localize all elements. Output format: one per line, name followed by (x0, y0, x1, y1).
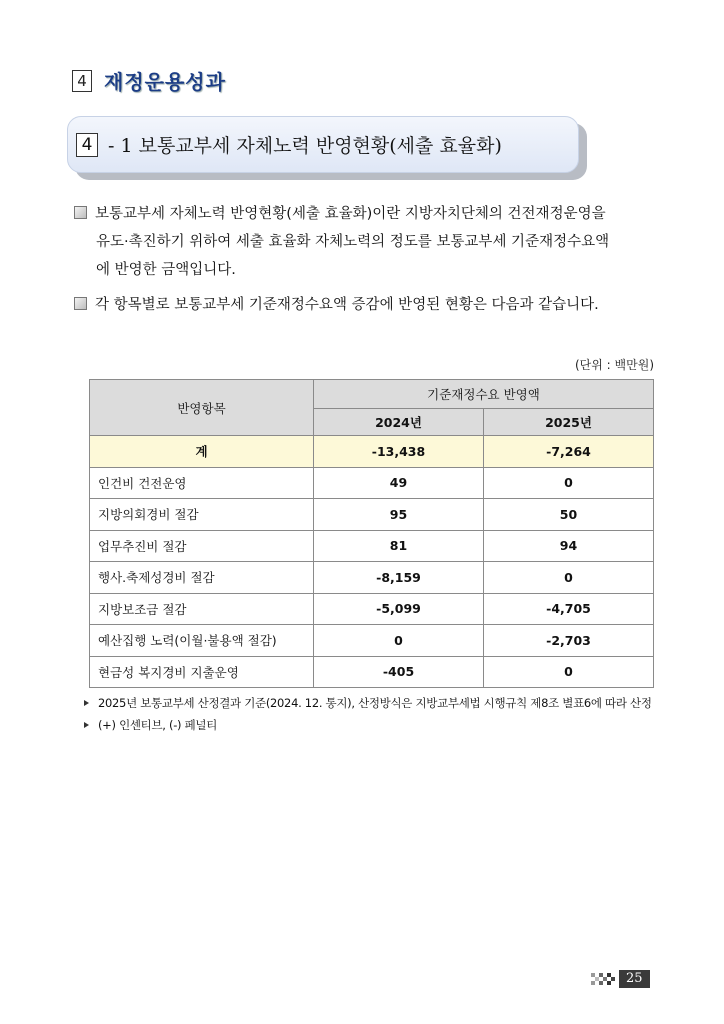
row-2025: 0 (484, 562, 654, 594)
row-2024: 95 (314, 499, 484, 531)
page-number: 25 (619, 970, 650, 988)
row-label: 업무추진비 절감 (90, 530, 314, 562)
row-2024: 49 (314, 467, 484, 499)
row-label: 예산집행 노력(이월·불용액 절감) (90, 625, 314, 657)
row-label: 행사.축제성경비 절감 (90, 562, 314, 594)
table-row (90, 562, 654, 594)
header-year-2024: 2024년 (314, 409, 484, 436)
square-bullet-icon (74, 206, 87, 219)
page-footer (591, 970, 650, 988)
footnote (84, 717, 217, 733)
paragraph-definition (74, 200, 664, 284)
paragraph-line: 각 항목별로 보통교부세 기준재정수요액 증감에 반영된 현황은 다음과 같습니다. (95, 297, 599, 313)
row-label: 지방의회경비 절감 (90, 499, 314, 531)
triangle-bullet-icon (84, 700, 89, 706)
row-2025: 94 (484, 530, 654, 562)
table-row (90, 499, 654, 531)
row-2024: 81 (314, 530, 484, 562)
subsection-title: - 1 보통교부세 자체노력 반영현황(세출 효율화) (108, 135, 502, 157)
total-2025: -7,264 (484, 436, 654, 468)
row-label: 인건비 건전운영 (90, 467, 314, 499)
row-2025: -4,705 (484, 593, 654, 625)
paragraph-line: 유도·촉진하기 위하여 세출 효율화 자체노력의 정도를 보통교부세 기준재정수요액 (96, 234, 610, 250)
row-2025: 0 (484, 467, 654, 499)
row-2024: -405 (314, 656, 484, 688)
section-title: 재정운용성과 (104, 70, 226, 94)
footnote-text: (+) 인센티브, (-) 페널티 (98, 718, 218, 732)
paragraph-intro (74, 291, 664, 319)
section-heading (72, 66, 226, 95)
row-label: 지방보조금 절감 (90, 593, 314, 625)
reflection-table (89, 379, 654, 688)
row-label: 현금성 복지경비 지출운영 (90, 656, 314, 688)
row-2024: -5,099 (314, 593, 484, 625)
footnote (84, 695, 652, 711)
table-row (90, 530, 654, 562)
total-2024: -13,438 (314, 436, 484, 468)
row-2025: 0 (484, 656, 654, 688)
section-number: 4 (72, 70, 92, 92)
table-row (90, 625, 654, 657)
table-row-total (90, 436, 654, 468)
table-row (90, 467, 654, 499)
table-row (90, 656, 654, 688)
checker-pattern-icon (591, 973, 615, 985)
square-bullet-icon (74, 297, 87, 310)
header-item: 반영항목 (90, 380, 314, 436)
header-year-2025: 2025년 (484, 409, 654, 436)
subsection-number: 4 (76, 133, 98, 157)
unit-label: (단위 : 백만원) (575, 358, 654, 372)
paragraph-line: 에 반영한 금액입니다. (96, 262, 236, 278)
footnote-text: 2025년 보통교부세 산정결과 기준(2024. 12. 통지), 산정방식은 지방교부세법 시행규칙 제8조 별표6에 따라 산정 (98, 696, 652, 710)
row-2025: -2,703 (484, 625, 654, 657)
paragraph-line: 보통교부세 자체노력 반영현황(세출 효율화)이란 지방자치단체의 건전재정운영을 (95, 206, 606, 222)
row-2025: 50 (484, 499, 654, 531)
triangle-bullet-icon (84, 722, 89, 728)
total-label: 계 (90, 436, 314, 468)
table-row (90, 593, 654, 625)
header-group: 기준재정수요 반영액 (314, 380, 654, 409)
subsection-banner (67, 116, 579, 173)
row-2024: 0 (314, 625, 484, 657)
row-2024: -8,159 (314, 562, 484, 594)
